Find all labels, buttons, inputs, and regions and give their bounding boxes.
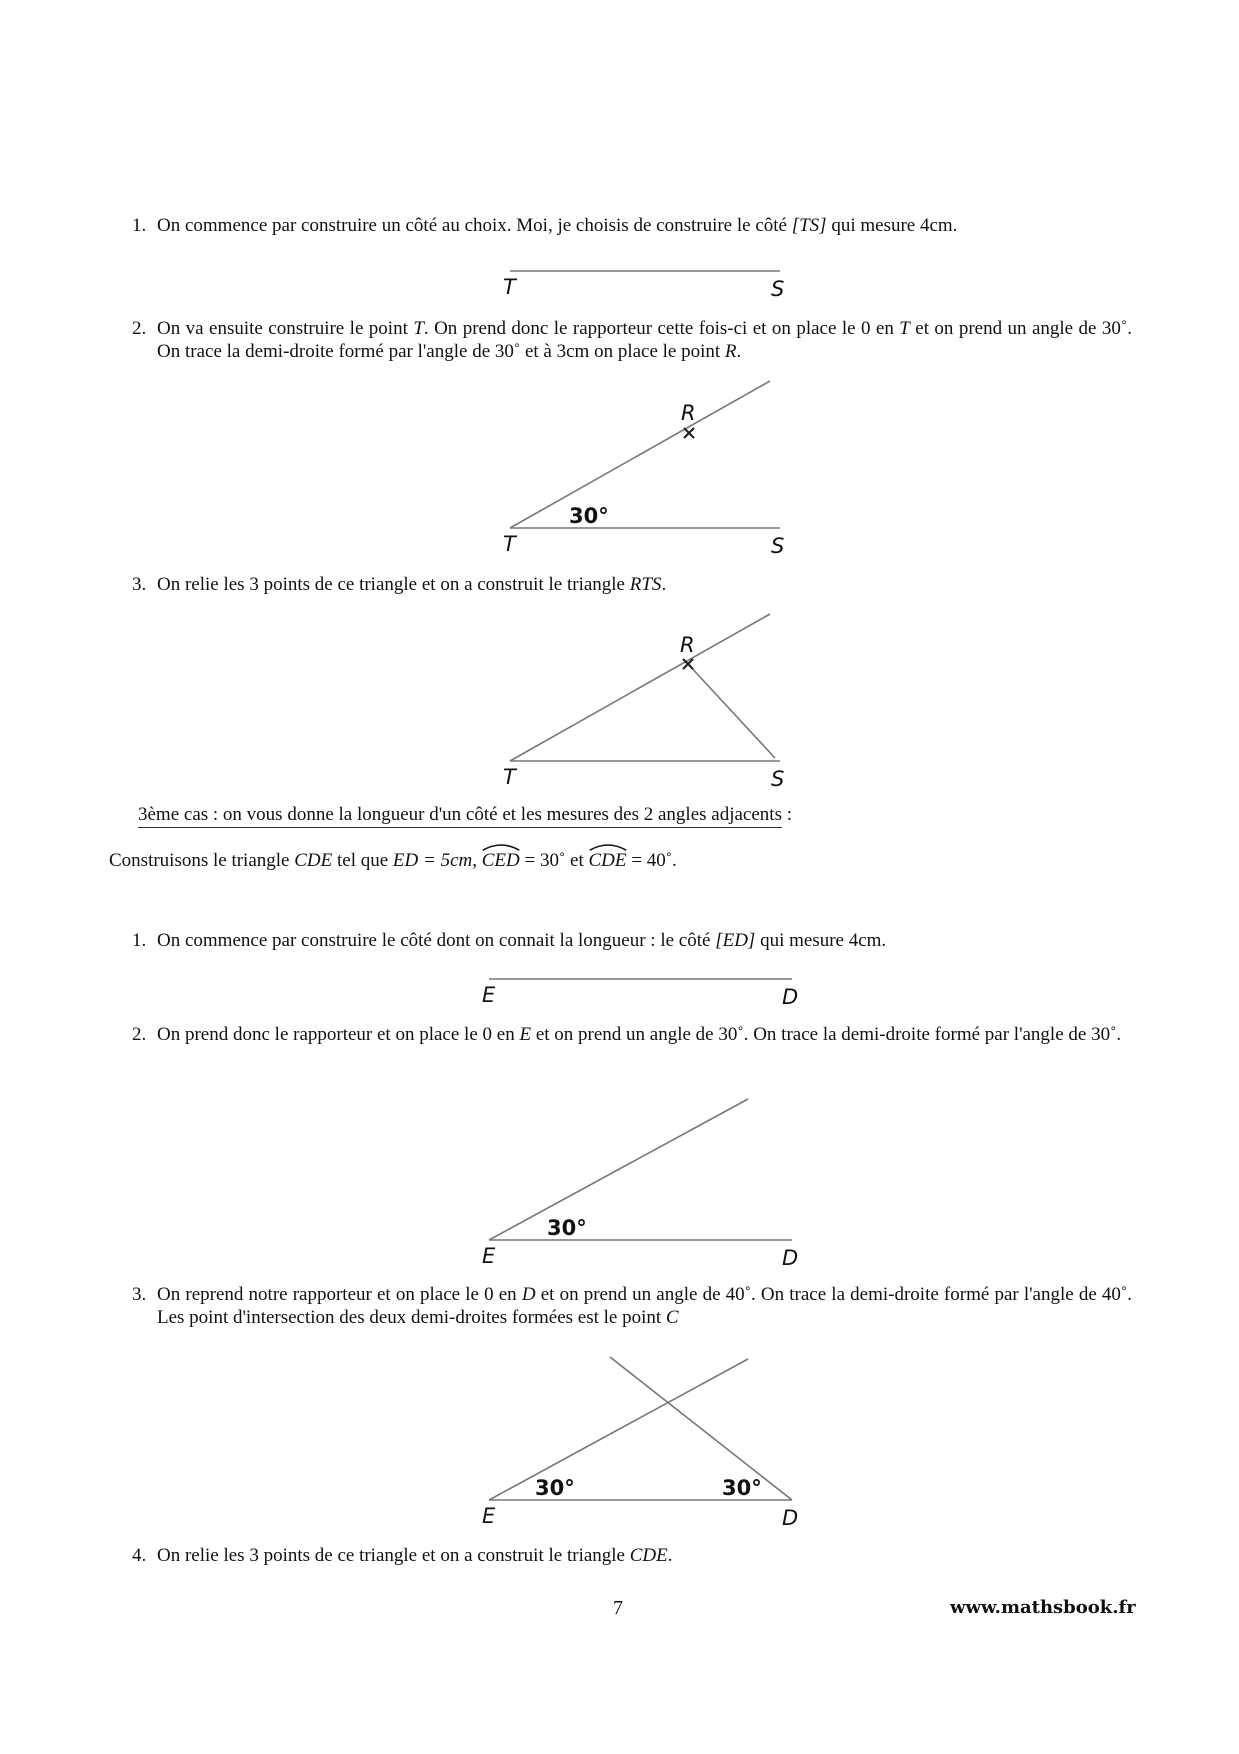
point-label-t: T bbox=[503, 275, 516, 299]
step-number: 3. bbox=[132, 1284, 147, 1305]
case-3-intro: Construisons le triangle CDE tel que ED = 5cm, CED = 30˚ et CDE = 40˚. bbox=[109, 849, 677, 872]
angle-ced: CED bbox=[482, 849, 520, 872]
angle-label: 30° bbox=[547, 1216, 587, 1240]
point-label-d: D bbox=[782, 1246, 799, 1270]
step-number: 1. bbox=[132, 930, 147, 951]
point-label-d: D bbox=[782, 1506, 799, 1530]
step-number: 2. bbox=[132, 318, 147, 339]
point-label-e: E bbox=[482, 1504, 496, 1528]
step-text: On commence par construire le côté dont on connait la longueur : le côté [ED] qui mesure 4cm. bbox=[157, 930, 887, 951]
figure-segment-ed bbox=[470, 968, 810, 1010]
step-text: On relie les 3 points de ce triangle et on a construit le triangle RTS. bbox=[157, 574, 667, 595]
point-label-s: S bbox=[771, 767, 785, 791]
figure-angle-30-at-t bbox=[490, 375, 810, 560]
point-label-e: E bbox=[482, 1244, 496, 1268]
figure-angle-30-at-e bbox=[470, 1095, 810, 1275]
angle-label-e: 30° bbox=[535, 1476, 575, 1500]
point-label-e: E bbox=[482, 983, 496, 1007]
point-label-s: S bbox=[771, 534, 785, 558]
figure-intersection-c bbox=[470, 1355, 810, 1535]
point-marker-r bbox=[684, 428, 694, 438]
step-number: 1. bbox=[132, 215, 147, 236]
step-text: On prend donc le rapporteur et on place le 0 en E et on prend un angle de 30˚. On trace la demi-droite formé par l'angle de 30˚. bbox=[157, 1024, 1122, 1045]
angle-cde: CDE bbox=[589, 849, 627, 872]
figure-segment-ts bbox=[490, 260, 810, 300]
website-link[interactable]: www.mathsbook.fr bbox=[950, 1597, 1136, 1618]
segment-ts: [TS] bbox=[791, 215, 827, 236]
point-label-r: R bbox=[681, 401, 696, 425]
point-label-d: D bbox=[782, 985, 799, 1009]
step-text: On commence par construire un côté au choix. Moi, je choisis de construire le côté [TS] qui mesure 4cm. bbox=[157, 215, 958, 236]
step-number: 4. bbox=[132, 1545, 147, 1566]
step-text: On va ensuite construire le point T. On prend donc le rapporteur cette fois-ci et on place le 0 en T et on prend un angle de 30˚. On trace la demi-droite formé par l'angle de 30˚ et à 3cm on place le point R. bbox=[157, 318, 1132, 362]
point-label-t: T bbox=[503, 765, 516, 789]
step-text: On relie les 3 points de ce triangle et on a construit le triangle CDE. bbox=[157, 1545, 673, 1566]
angle-label: 30° bbox=[569, 504, 609, 528]
point-label-t: T bbox=[503, 532, 516, 556]
case-3-heading: 3ème cas : on vous donne la longueur d'un côté et les mesures des 2 angles adjacents : bbox=[138, 803, 792, 826]
page-number: 7 bbox=[613, 1597, 623, 1619]
step-number: 2. bbox=[132, 1024, 147, 1045]
step-number: 3. bbox=[132, 574, 147, 595]
figure-triangle-rts bbox=[490, 608, 810, 793]
angle-label-d: 30° bbox=[722, 1476, 762, 1500]
point-label-s: S bbox=[771, 277, 785, 301]
step-text: On reprend notre rapporteur et on place le 0 en D et on prend un angle de 40˚. On trace la demi-droite formé par l'angle de 40˚. Les point d'intersection des deux demi-droites formées est le point C bbox=[157, 1284, 1133, 1328]
point-label-r: R bbox=[680, 633, 695, 657]
